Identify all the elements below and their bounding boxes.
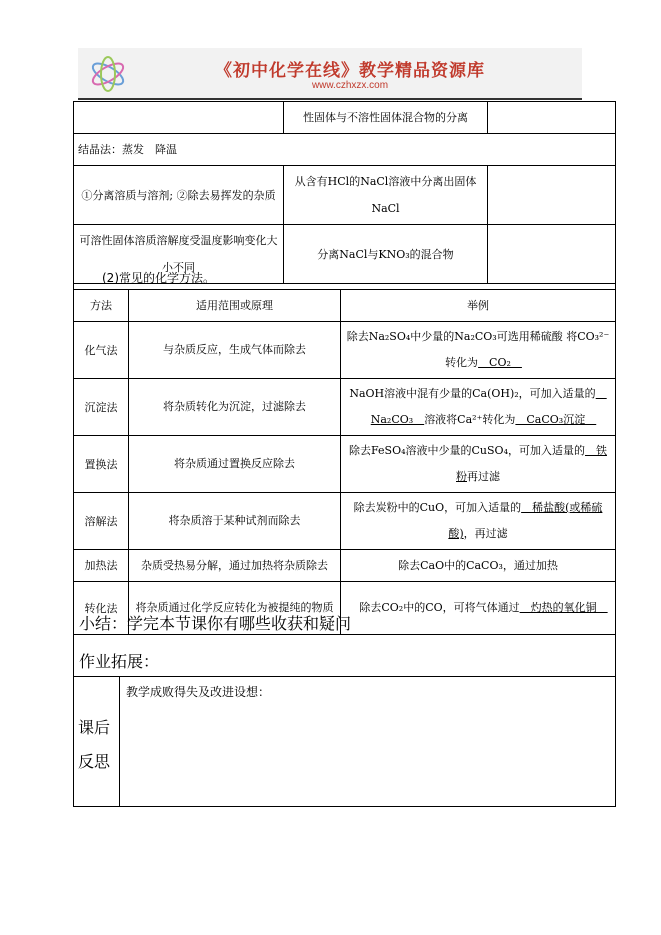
example xyxy=(341,582,616,635)
example xyxy=(341,379,616,436)
example-text: 除去Na₂SO₄中少量的Na₂CO₃可选用稀硫酸 将CO₃²⁻转化为 xyxy=(346,330,610,369)
crystallization-label: 结晶法：蒸发 降温 xyxy=(74,134,616,166)
reflection-prompt: 教学成败得失及改进设想： xyxy=(126,685,271,699)
physical-methods-table xyxy=(73,101,616,284)
header-banner xyxy=(78,48,582,100)
example-text: ，再过滤 xyxy=(463,527,508,540)
method-name: 溶解法 xyxy=(74,493,129,550)
homework-text: 作业拓展： xyxy=(79,652,160,671)
answer-blank: 铁粉 xyxy=(456,444,607,483)
header-method: 方法 xyxy=(74,290,129,322)
example-text: 除去FeSO₄溶液中少量的CuSO₄，可加入适量的 xyxy=(349,444,585,457)
method-name: 转化法 xyxy=(74,582,129,635)
divider xyxy=(119,677,120,807)
method-name: 化气法 xyxy=(74,322,129,379)
table-row xyxy=(74,493,616,550)
example xyxy=(341,436,616,493)
principle: 将杂质通过化学反应转化为被提纯的物质 xyxy=(129,582,341,635)
method-name: 置换法 xyxy=(74,436,129,493)
principle: 杂质受热易分解，通过加热将杂质除去 xyxy=(129,550,341,582)
example-text: 除去炭粉中的CuO，可加入适量的 xyxy=(353,501,522,514)
banner-title: 《初中化学在线》教学精品资源库 xyxy=(215,61,485,81)
cell-example: 从含有HCl的NaCl溶液中分离出固体NaCl xyxy=(284,166,488,225)
example-text: 溶液将Ca²⁺转化为 xyxy=(424,413,516,426)
principle: 将杂质溶于某种试剂而除去 xyxy=(129,493,341,550)
header-principle: 适用范围或原理 xyxy=(129,290,341,322)
principle: 将杂质通过置换反应除去 xyxy=(129,436,341,493)
example-text: 除去CaO中的CaCO₃，通过加热 xyxy=(398,558,558,572)
method-name: 沉淀法 xyxy=(74,379,129,436)
reflection-label: 课后 xyxy=(78,718,111,737)
summary-text: 小结：学完本节课你有哪些收获和疑问 xyxy=(79,614,352,633)
cell-example: 分离NaCl与KNO₃的混合物 xyxy=(284,225,488,284)
banner-url: www.czhxzx.com xyxy=(311,80,389,91)
example xyxy=(341,322,616,379)
principle: 与杂质反应，生成气体而除去 xyxy=(129,322,341,379)
answer-blank: CO₂ xyxy=(478,356,522,369)
example xyxy=(341,493,616,550)
section-heading: (2)常见的化学方法。 xyxy=(102,271,215,285)
reflection-label: 反思 xyxy=(78,752,111,771)
answer-blank: Na₂CO₃ xyxy=(370,387,607,426)
table-row xyxy=(74,379,616,436)
example-text: 再过滤 xyxy=(467,470,500,483)
answer-blank: 稀盐酸(或稀硫酸) xyxy=(448,501,603,540)
example-text: 除去CO₂中的CO，可将气体通过 xyxy=(359,601,520,614)
cell-purpose: 可溶性固体溶质溶解度受温度影响变化大小不同 xyxy=(74,225,284,284)
table-row xyxy=(74,436,616,493)
answer-blank: 灼热的氧化铜 xyxy=(519,601,608,614)
method-name: 加热法 xyxy=(74,550,129,582)
chemical-methods-table xyxy=(73,289,616,635)
reflection-section xyxy=(73,676,616,807)
table-row xyxy=(74,550,616,582)
header-example: 举例 xyxy=(341,290,616,322)
example xyxy=(341,550,616,582)
table-row xyxy=(74,322,616,379)
cell-purpose: ①分离溶质与溶剂; ②除去易挥发的杂质 xyxy=(74,166,284,225)
row-title: 性固体与不溶性固体混合物的分离 xyxy=(284,102,488,134)
principle: 将杂质转化为沉淀，过滤除去 xyxy=(129,379,341,436)
answer-blank: CaCO₃沉淀 xyxy=(515,413,597,426)
example-text: NaOH溶液中混有少量的Ca(OH)₂，可加入适量的 xyxy=(349,387,596,400)
